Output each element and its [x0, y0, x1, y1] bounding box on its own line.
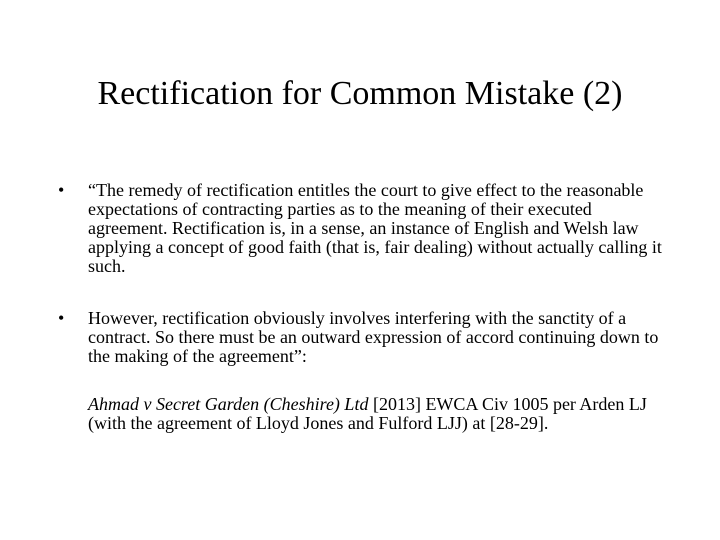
bullet-item — [58, 309, 668, 366]
slide-title: Rectification for Common Mistake (2) — [97, 75, 623, 112]
bullet-marker: • — [58, 308, 65, 328]
bullet-marker: • — [58, 180, 65, 200]
bullet-text: “The remedy of rectification entitles the court to give effect to the reasonable expectations of contracting parties as to the meaning of their executed agreement. Rectification is, in a sense, an instance of English and Welsh law applying a concept of good faith (that is, fair dealing) without actually calling it such. — [88, 180, 662, 276]
citation-details: [2013] EWCA Civ 1005 per Arden LJ (with the agreement of Lloyd Jones and Fulford LJJ) at [28-29]. — [88, 394, 647, 433]
bullet-item — [58, 181, 668, 276]
case-name: Ahmad v Secret Garden (Cheshire) Ltd — [88, 394, 369, 414]
case-citation — [88, 395, 668, 433]
bullet-text: However, rectification obviously involves interfering with the sanctity of a contract. So there must be an outward expression of accord continuing down to the making of the agreement”: — [88, 308, 659, 366]
